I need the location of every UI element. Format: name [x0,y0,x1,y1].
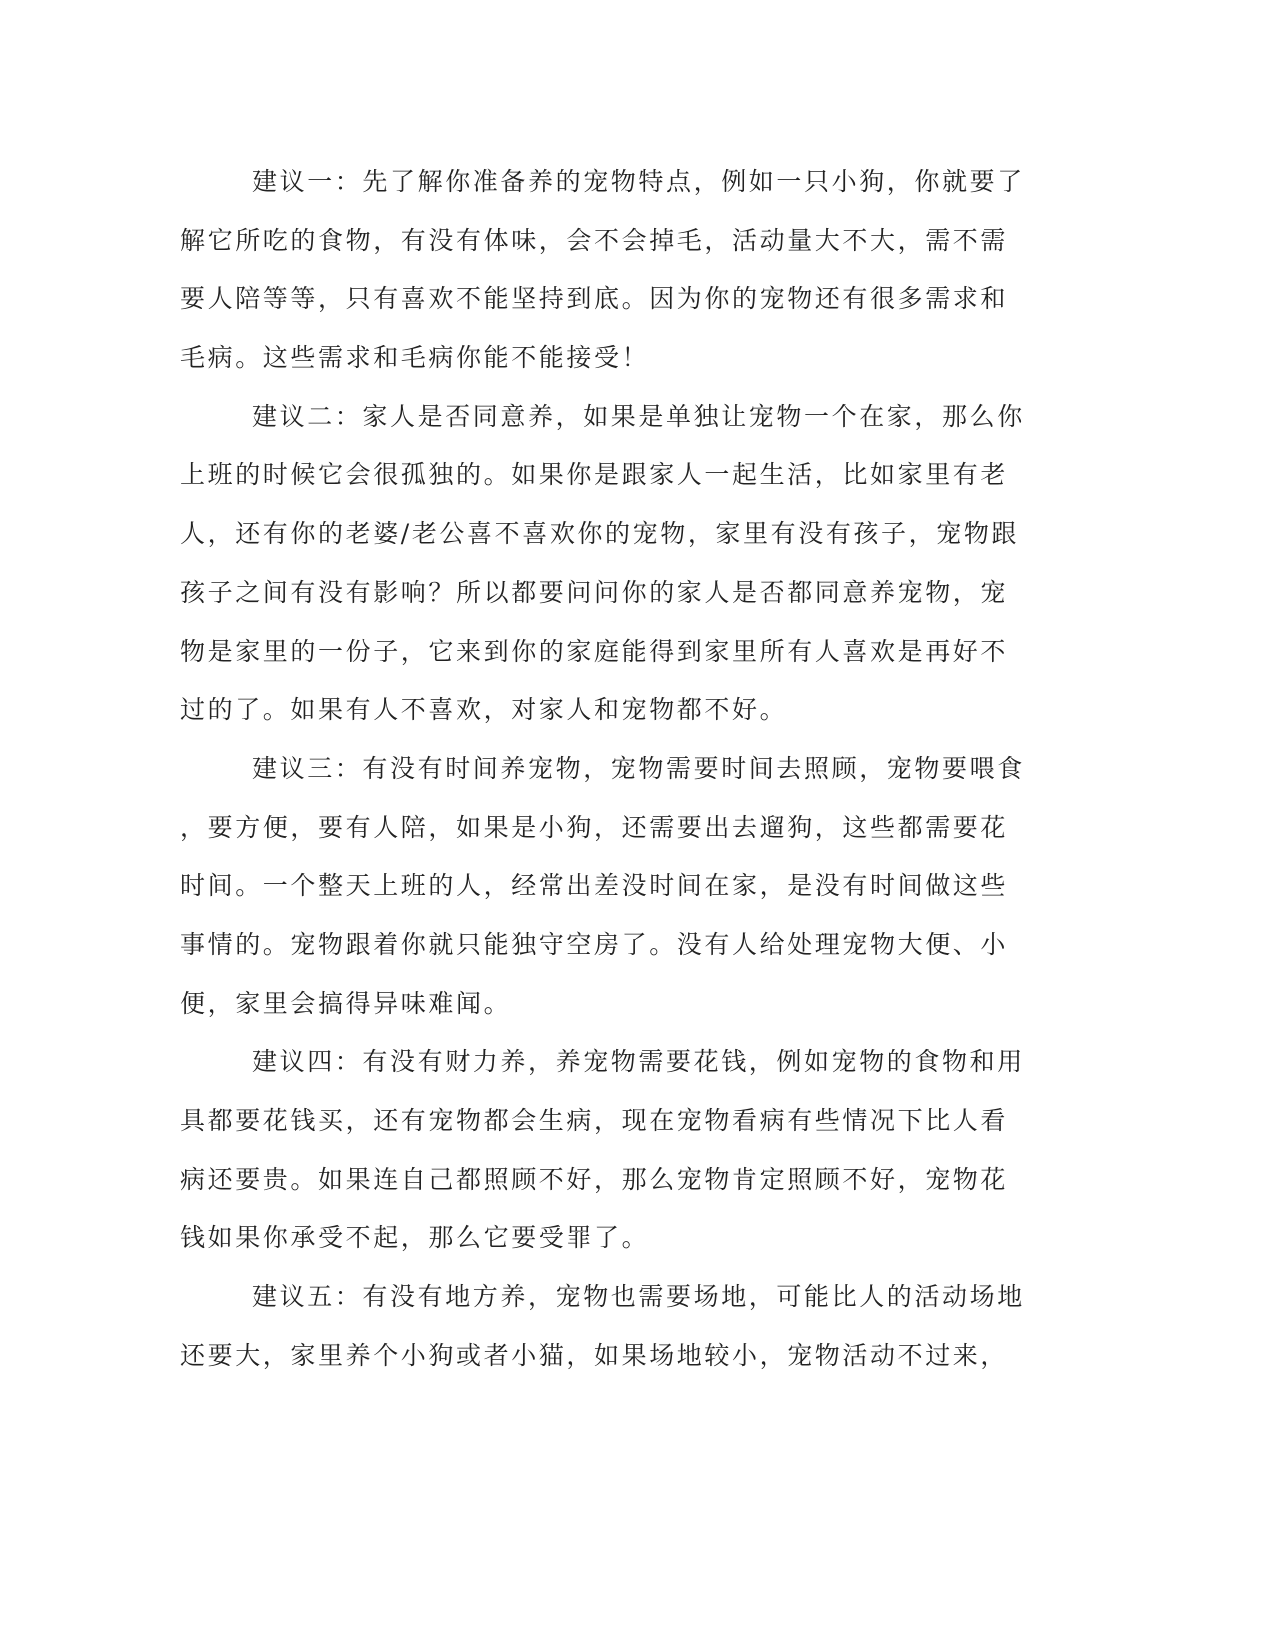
paragraph-line: 钱如果你承受不起，那么它要受罪了。 [180,1223,650,1253]
document-body [180,153,1060,1385]
paragraph-line: 建议四：有没有财力养，养宠物需要花钱，例如宠物的食物和用 [252,1047,1025,1077]
paragraph-suggestion-3 [180,740,1060,1033]
paragraph-line: 过的了。如果有人不喜欢，对家人和宠物都不好。 [180,695,788,725]
paragraph-line: 毛病。这些需求和毛病你能不能接受！ [180,343,650,373]
paragraph-suggestion-2 [180,388,1060,740]
paragraph-line: 建议五：有没有地方养，宠物也需要场地，可能比人的活动场地 [252,1282,1025,1312]
paragraph-suggestion-4 [180,1033,1060,1268]
paragraph-line: 人，还有你的老婆/老公喜不喜欢你的宠物，家里有没有孩子，宠物跟 [180,519,1020,549]
paragraph-line: 具都要花钱买，还有宠物都会生病，现在宠物看病有些情况下比人看 [180,1106,1009,1135]
paragraph-line: 解它所吃的食物，有没有体味，会不会掉毛，活动量大不大，需不需 [180,225,1009,255]
paragraph-line: 时间。一个整天上班的人，经常出差没时间在家，是没有时间做这些 [180,871,1009,901]
paragraph-line: ，要方便，要有人陪，如果是小狗，还需要出去遛狗，这些都需要花 [180,812,1009,842]
paragraph-line: 孩子之间有没有影响？所以都要问问你的家人是否都同意养宠物，宠 [180,577,1009,607]
paragraph-line: 事情的。宠物跟着你就只能独守空房了。没有人给处理宠物大便、小 [180,929,1009,959]
paragraph-line: 建议三：有没有时间养宠物，宠物需要时间去照顾，宠物要喂食 [252,753,1025,783]
paragraph-line: 建议二：家人是否同意养，如果是单独让宠物一个在家，那么你 [252,401,1025,431]
paragraph-line: 要人陪等等，只有喜欢不能坚持到底。因为你的宠物还有很多需求和 [180,284,1009,314]
paragraph-line: 物是家里的一份子，它来到你的家庭能得到家里所有人喜欢是再好不 [180,636,1009,666]
paragraph-line: 还要大，家里养个小狗或者小猫，如果场地较小，宠物活动不过来， [180,1340,1009,1370]
paragraph-suggestion-5 [180,1268,1060,1385]
paragraph-line: 病还要贵。如果连自己都照顾不好，那么宠物肯定照顾不好，宠物花 [180,1164,1009,1194]
paragraph-line: 便，家里会搞得异味难闻。 [180,988,512,1018]
paragraph-line: 建议一：先了解你准备养的宠物特点，例如一只小狗，你就要了 [252,167,1025,196]
paragraph-suggestion-1 [180,153,1060,388]
paragraph-line: 上班的时候它会很孤独的。如果你是跟家人一起生活，比如家里有老 [180,460,1009,490]
